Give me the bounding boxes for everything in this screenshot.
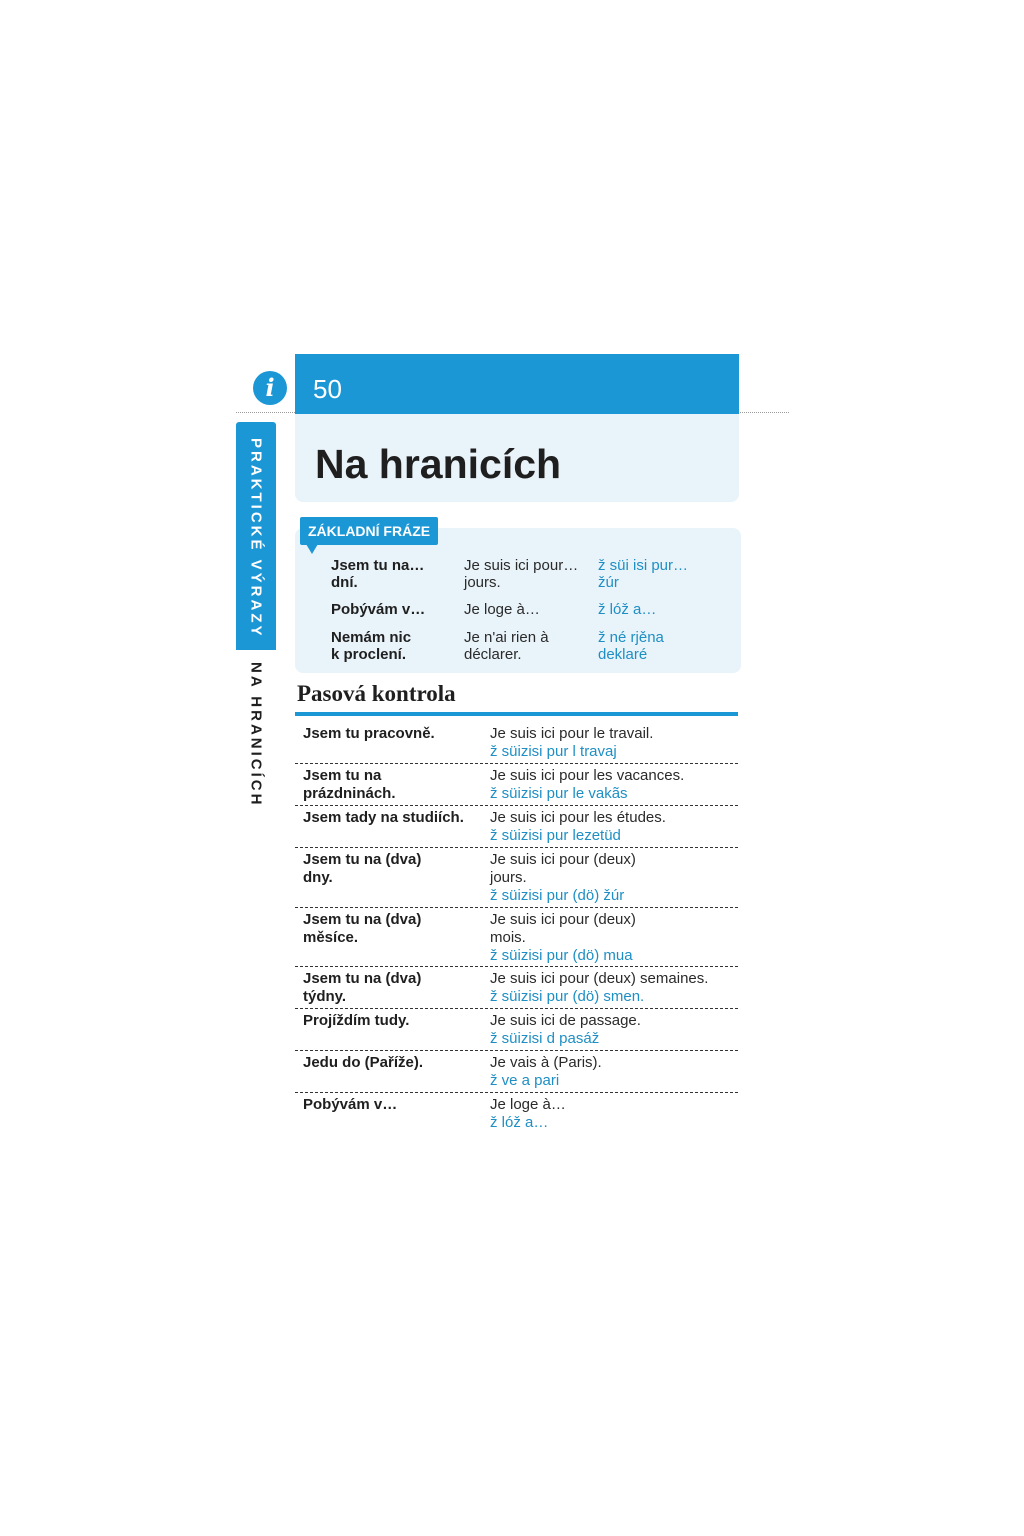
phrase-czech: Pobývám v… [331, 601, 426, 618]
phrase-french: Je loge à… [490, 1096, 566, 1113]
row-separator [295, 1092, 738, 1093]
row-separator [295, 907, 738, 908]
phrase-french: Je suis ici pour les vacances. [490, 767, 685, 784]
phrase-pronunciation: ž süizisi pur (dö) mua [490, 947, 633, 964]
phrase-pronunciation: ž süizisi pur le vakãs [490, 785, 628, 802]
phrase-french: Je suis ici pour (deux) semaines. [490, 970, 709, 987]
title-box [295, 414, 739, 502]
phrase-pronunciation: ž süizisi pur lezetüd [490, 827, 621, 844]
row-separator [295, 805, 738, 806]
phrase-czech: Jsem tady na studiích. [303, 809, 464, 826]
phrase-pronunciation: ž lóž a… [598, 601, 657, 618]
side-tab [236, 422, 276, 650]
phrase-pronunciation: ž lóž a… [490, 1114, 549, 1131]
phrase-czech: Jsem tu pracovně. [303, 725, 435, 742]
page-title: Na hranicích [315, 441, 562, 487]
phrase-czech: Pobývám v… [303, 1096, 398, 1113]
phrase-pronunciation: ž süizisi d pasáž [490, 1030, 600, 1047]
phrase-pronunciation: ž süizisi pur l travaj [490, 743, 617, 760]
phrase-french: Je suis ici pour (deux) jours. [490, 851, 636, 886]
phrase-czech: Jedu do (Paříže). [303, 1054, 424, 1071]
phrase-czech: Jsem tu na (dva) dny. [303, 851, 422, 886]
phrase-czech: Projíždím tudy. [303, 1012, 410, 1029]
phrase-french: Je suis ici de passage. [490, 1012, 641, 1029]
phrase-pronunciation: ž süizisi pur (dö) žúr [490, 887, 625, 904]
phrase-french: Je n'ai rien à déclarer. [464, 629, 549, 663]
phrase-pronunciation: ž né rjěna deklaré [598, 629, 664, 663]
row-separator [295, 847, 738, 848]
phrase-french: Je suis ici pour… jours. [464, 557, 579, 591]
phrase-pronunciation: ž ve a pari [490, 1072, 560, 1089]
page-number: 50 [313, 374, 342, 404]
phrase-czech: Nemám nic k proclení. [331, 629, 412, 663]
phrase-french: Je suis ici pour (deux) mois. [490, 911, 636, 946]
side-section-label: NA HRANICÍCH [247, 662, 265, 808]
row-separator [295, 1050, 738, 1051]
phrase-french: Je vais à (Paris). [490, 1054, 602, 1071]
phrase-pronunciation: ž süi isi pur… žúr [598, 557, 689, 591]
phrase-czech: Jsem tu na (dva) týdny. [303, 970, 422, 1005]
info-icon: i [253, 371, 287, 405]
phrase-czech: Jsem tu na prázdninách. [303, 767, 396, 802]
row-separator [295, 763, 738, 764]
phrase-french: Je suis ici pour le travail. [490, 725, 654, 742]
phrase-czech: Jsem tu na (dva) měsíce. [303, 911, 422, 946]
basic-phrases-badge: ZÁKLADNÍ FRÁZE [300, 517, 438, 545]
phrase-pronunciation: ž süizisi pur (dö) smen. [490, 988, 645, 1005]
row-separator [295, 1008, 738, 1009]
side-tab-label: PRAKTICKÉ VÝRAZY [247, 438, 265, 639]
badge-tail [306, 544, 318, 554]
phrase-french: Je loge à… [464, 601, 540, 618]
section-rule [295, 712, 738, 716]
row-separator [295, 966, 738, 967]
page-header-bar [295, 354, 739, 414]
phrase-french: Je suis ici pour les études. [490, 809, 666, 826]
phrase-czech: Jsem tu na… dní. [331, 557, 425, 591]
section-heading: Pasová kontrola [297, 681, 456, 706]
